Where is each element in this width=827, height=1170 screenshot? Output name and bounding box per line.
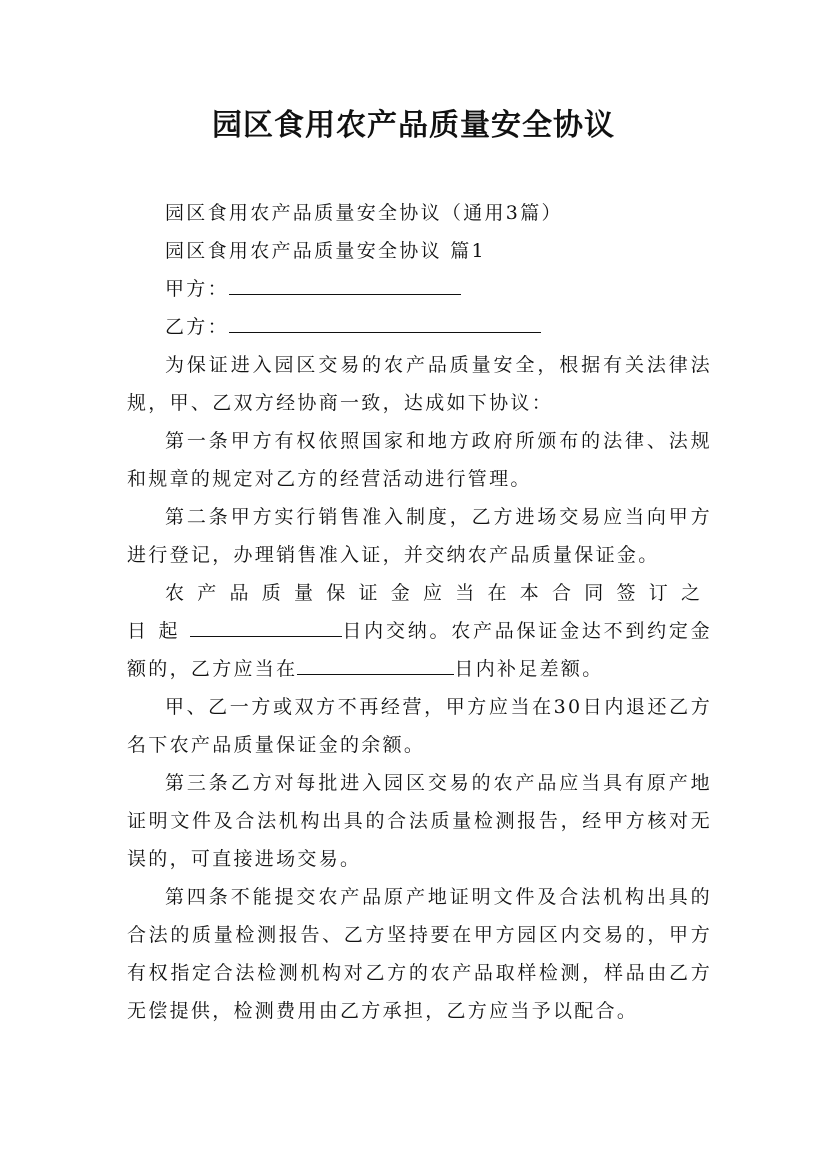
deposit-days-blank: [190, 614, 342, 637]
article-4: 第四条不能提交农产品原产地证明文件及合法机构出具的合法的质量检测报告、乙方坚持要在甲方园区内交易的，甲方有权指定合法检测机构对乙方的农产品取样检测，样品由乙方无偿提供，检测费用由乙方承担，乙方应当予以配合。: [127, 886, 712, 1022]
part-heading: 园区食用农产品质量安全协议 篇1: [165, 240, 486, 262]
party-a-blank: [229, 272, 461, 295]
party-b-line: [127, 308, 712, 346]
document-body: [127, 194, 712, 1030]
party-a-label: 甲方：: [165, 278, 229, 300]
document-title: 园区食用农产品质量安全协议: [212, 108, 615, 143]
article-2: 第二条甲方实行销售准入制度，乙方进场交易应当向甲方进行登记，办理销售准入证，并交纳农产品质量保证金。: [127, 506, 712, 566]
deposit-text-2: 日内交纳。农产品保证金达不到约定金额的，乙方应当在: [127, 620, 712, 680]
topup-days-blank: [297, 652, 454, 675]
party-b-label: 乙方：: [165, 316, 229, 338]
party-a-line: [127, 270, 712, 308]
party-b-blank: [229, 310, 541, 333]
deposit-paragraph: [127, 574, 712, 688]
article-1: 第一条甲方有权依照国家和地方政府所颁布的法律、法规和规章的规定对乙方的经营活动进行管理。: [127, 430, 712, 490]
refund-paragraph: 甲、乙一方或双方不再经营，甲方应当在30日内退还乙方名下农产品质量保证金的余额。: [127, 696, 712, 756]
deposit-text-3: 日内补足差额。: [454, 658, 604, 680]
intro-paragraph: 为保证进入园区交易的农产品质量安全，根据有关法律法规，甲、乙双方经协商一致，达成如下协议：: [127, 354, 712, 414]
document-subtitle: 园区食用农产品质量安全协议（通用3篇）: [165, 202, 563, 224]
deposit-text-1: 农产品质量保证金应当在本合同签订之日起: [127, 582, 712, 642]
article-3: 第三条乙方对每批进入园区交易的农产品应当具有原产地证明文件及合法机构出具的合法质量检测报告，经甲方核对无误的，可直接进场交易。: [127, 772, 712, 870]
